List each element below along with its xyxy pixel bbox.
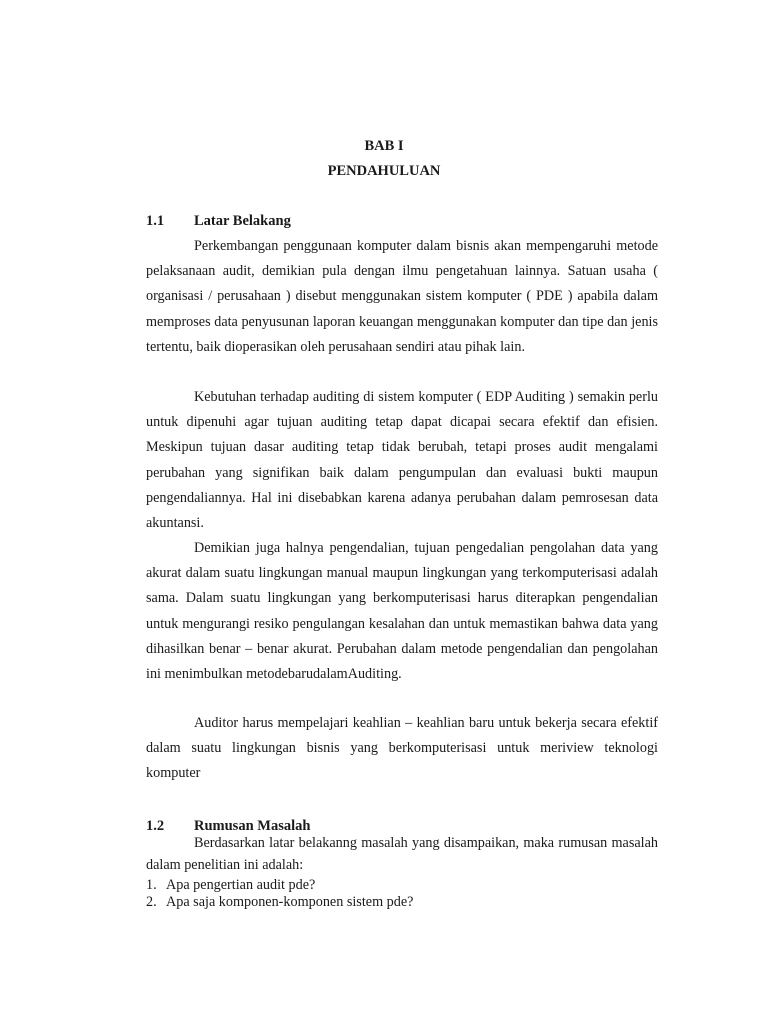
section-title: Latar Belakang xyxy=(194,213,291,229)
list-item-text: Apa pengertian audit pde? xyxy=(166,877,316,893)
list-item xyxy=(146,877,658,894)
list-marker: 1. xyxy=(146,877,157,893)
section-number: 1.2 xyxy=(146,818,165,834)
section-heading-latar-belakang xyxy=(146,212,658,230)
paragraph: Demikian juga halnya pengendalian, tujuan pengedalian pengolahan data yang akurat dalam suatu lingkungan manual maupun lingkungan yang terkomputerisasi adalah sama. Dalam suatu lingkungan yang berkomputerisasi harus diterapkan pengendalian untuk mengurangi resiko pengulangan kesalahan dan untuk memastikan bahwa data yang dihasilkan benar – benar akurat. Perubahan dalam metode pengendalian dan pengolahan ini menimbulkan metodebarudalamAuditing. xyxy=(146,540,658,683)
section-title: Rumusan Masalah xyxy=(194,818,311,834)
chapter-label: BAB I xyxy=(364,138,404,154)
section-number: 1.1 xyxy=(146,213,165,229)
chapter-title: PENDAHULUAN xyxy=(327,163,441,179)
list-item-text: Apa saja komponen-komponen sistem pde? xyxy=(166,894,414,910)
paragraph: Kebutuhan terhadap auditing di sistem komputer ( EDP Auditing ) semakin perlu untuk dipenuhi agar tujuan auditing tetap dapat dicapai secara efektif dan efisien. Meskipun tujuan dasar auditing tetap tidak berubah, tetapi proses audit mengalami perubahan yang signifikan baik dalam pengumpulan dan evaluasi bukti maupun pengendaliannya. Hal ini disebabkan karena adanya perubahan dalam pemrosesan data akuntansi. xyxy=(146,389,658,532)
paragraph: Perkembangan penggunaan komputer dalam bisnis akan mempengaruhi metode pelaksanaan audit, demikian pula dengan ilmu pengetahuan lainnya. Satuan usaha ( organisasi / perusahaan ) disebut menggunakan sistem komputer ( PDE ) apabila dalam memproses data penyusunan laporan keuangan menggunakan komputer dan tipe dan jenis tertentu, baik dioperasikan oleh perusahaan sendiri atau pihak lain. xyxy=(146,238,658,355)
paragraph: Berdasarkan latar belakanng masalah yang disampaikan, maka rumusan masalah dalam penelitian ini adalah: xyxy=(146,835,658,873)
paragraph: Auditor harus mempelajari keahlian – keahlian baru untuk bekerja secara efektif dalam suatu lingkungan bisnis yang berkomputerisasi untuk meriview teknologi komputer xyxy=(146,715,658,782)
list-item xyxy=(146,894,658,911)
problem-list xyxy=(146,877,658,911)
list-marker: 2. xyxy=(146,894,157,910)
